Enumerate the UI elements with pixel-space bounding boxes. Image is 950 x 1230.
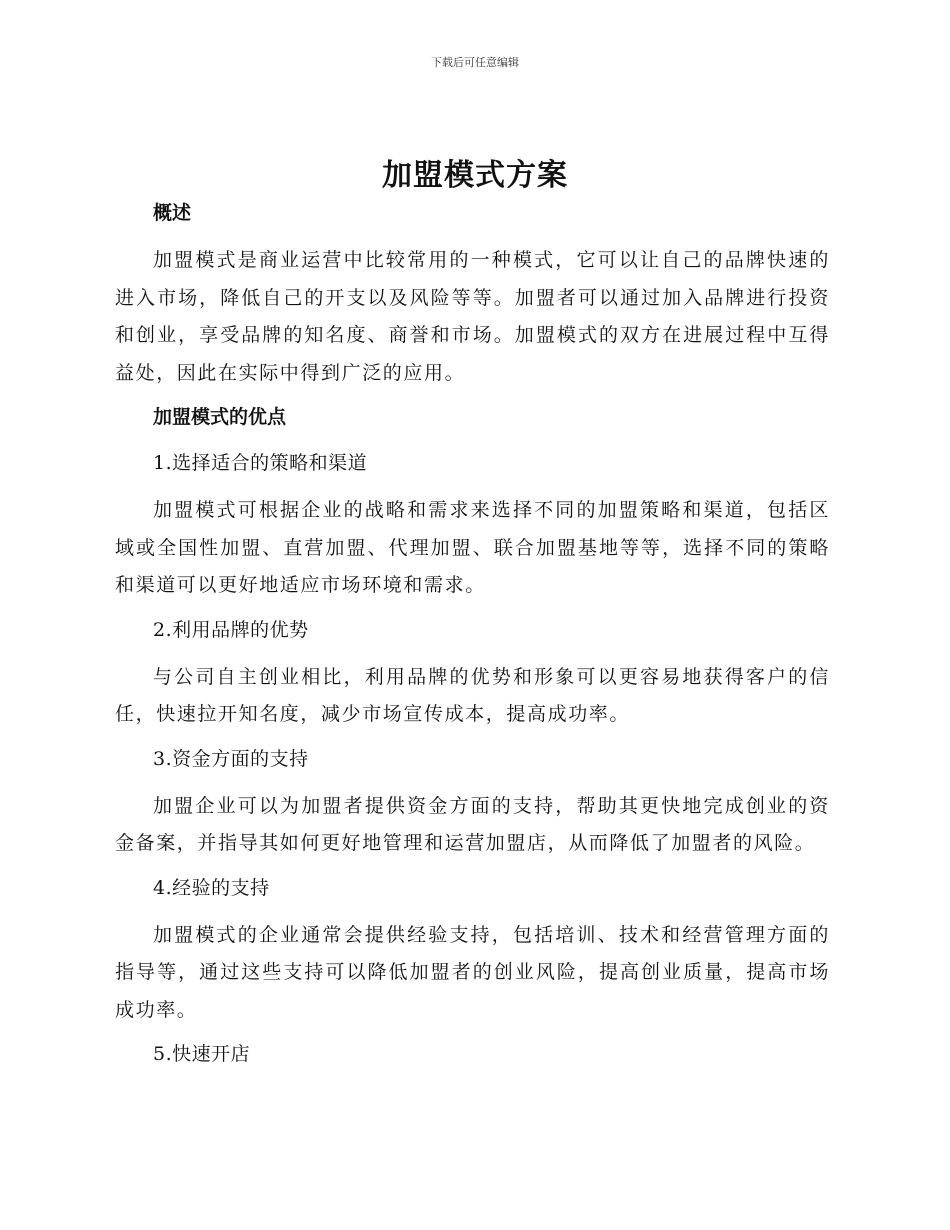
document-title: 加盟模式方案: [382, 158, 568, 193]
document-body: [115, 196, 830, 1083]
subheading-2: 2.利用品牌的优势: [153, 618, 309, 641]
paragraph-4: 加盟模式的企业通常会提供经验支持，包括培训、技术和经营管理方面的指导等，通过这些支持可以降低加盟者的创业风险，提高创业质量，提高市场成功率。: [115, 923, 830, 1021]
page-header-note: 下载后可任意编辑: [431, 56, 519, 69]
subheading-1: 1.选择适合的策略和渠道: [153, 452, 368, 474]
section-heading-advantages: 加盟模式的优点: [153, 406, 287, 428]
paragraph-1: 加盟模式可根据企业的战略和需求来选择不同的加盟策略和渠道，包括区域或全国性加盟、直营加盟、代理加盟、联合加盟基地等等，选择不同的策略和渠道可以更好地适应市场环境和需求。: [115, 499, 830, 596]
subheading-5: 5.快速开店: [153, 1043, 251, 1065]
subheading-3: 3.资金方面的支持: [153, 747, 309, 770]
paragraph-2: 与公司自主创业相比，利用品牌的优势和形象可以更容易地获得客户的信任，快速拉开知名度，减少市场宣传成本，提高成功率。: [115, 665, 830, 725]
subheading-4: 4.经验的支持: [153, 876, 270, 899]
paragraph-3: 加盟企业可以为加盟者提供资金方面的支持，帮助其更快地完成创业的资金备案，并指导其如何更好地管理和运营加盟店，从而降低了加盟者的风险。: [115, 794, 830, 854]
paragraph-overview: 加盟模式是商业运营中比较常用的一种模式，它可以让自己的品牌快速的进入市场，降低自己的开支以及风险等等。加盟者可以通过加入品牌进行投资和创业，享受品牌的知名度、商誉和市场。加盟模式的双方在进展过程中互得益处，因此在实际中得到广泛的应用。: [115, 249, 830, 384]
section-heading-overview: 概述: [153, 202, 192, 224]
